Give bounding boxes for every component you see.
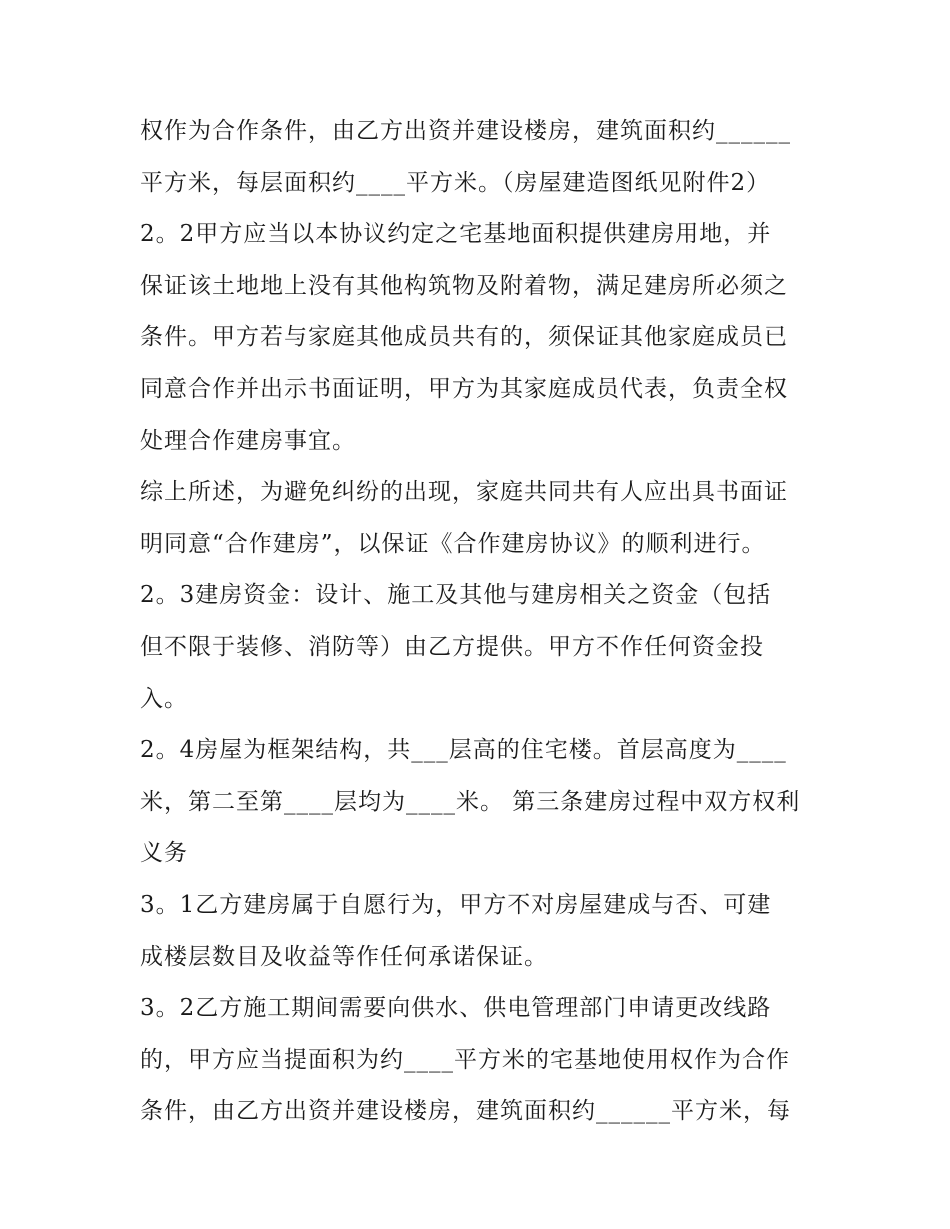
text-line: 平方米，每层面积约____平方米。（房屋建造图纸见附件2） (140, 169, 771, 196)
document-body (140, 106, 820, 1138)
text-line: 条件。甲方若与家庭其他成员共有的，须保证其他家庭成员已 (140, 324, 788, 351)
text-line: 义务 (140, 840, 188, 867)
text-line: 的，甲方应当提面积为约____平方米的宅基地使用权作为合作 (140, 1046, 790, 1073)
text-line: 处理合作建房事宜。 (140, 427, 356, 454)
text-line: 3。1乙方建房属于自愿行为，甲方不对房屋建成与否、可建 (140, 891, 772, 918)
text-line: 成楼层数目及收益等作任何承诺保证。 (140, 943, 548, 970)
text-line: 2。2甲方应当以本协议约定之宅基地面积提供建房用地，并 (140, 221, 772, 248)
text-line: 但不限于装修、消防等）由乙方提供。甲方不作任何资金投 (140, 633, 764, 660)
text-line: 综上所述，为避免纠纷的出现，家庭共同共有人应出具书面证 (140, 479, 788, 506)
text-line: 条件，由乙方出资并建设楼房，建筑面积约______平方米，每 (140, 1098, 791, 1125)
text-line: 入。 (140, 685, 188, 712)
text-line: 明同意“合作建房”，以保证《合作建房协议》的顺利进行。 (140, 530, 766, 557)
text-line: 米，第二至第____层均为____米。 第三条建房过程中双方权利 (140, 788, 801, 815)
text-line: 权作为合作条件，由乙方出资并建设楼房，建筑面积约______ (140, 118, 791, 144)
text-line: 2。3建房资金：设计、施工及其他与建房相关之资金（包括 (140, 582, 772, 609)
text-line: 同意合作并出示书面证明，甲方为其家庭成员代表，负责全权 (140, 375, 788, 402)
text-line: 保证该土地地上没有其他构筑物及附着物，满足建房所必须之 (140, 272, 788, 299)
text-line: 3。2乙方施工期间需要向供水、供电管理部门申请更改线路 (140, 995, 772, 1022)
text-line: 2。4房屋为框架结构，共___层高的住宅楼。首层高度为____ (140, 737, 787, 764)
